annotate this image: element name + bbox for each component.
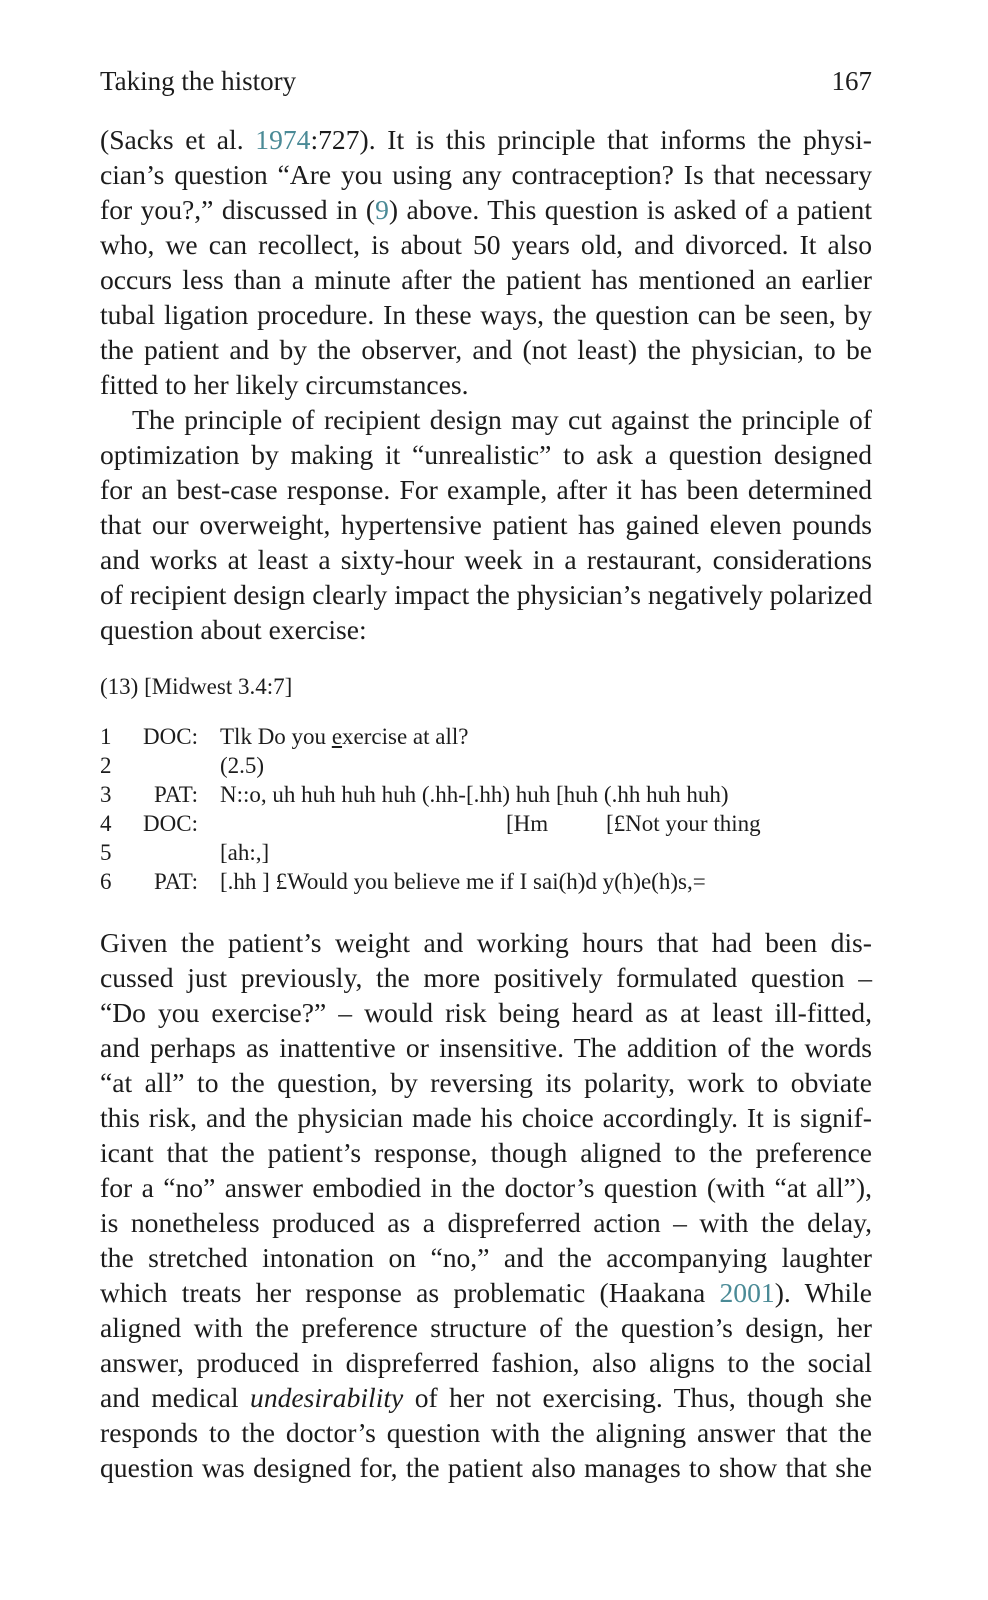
line-number: 5 (100, 840, 112, 865)
line-number: 4 (100, 811, 112, 836)
transcript-line (100, 722, 872, 751)
line-number: 2 (100, 753, 112, 778)
text-line: which treats her response as problematic (Haakana 2001). While (100, 1277, 872, 1308)
utterance: N::o, uh huh huh huh (.hh-[.hh) huh [huh (.hh huh huh) (220, 782, 729, 807)
text-line: for a “no” answer embodied in the doctor’s question (with “at all”), (100, 1172, 872, 1203)
speaker-label: DOC: (143, 811, 198, 836)
utterance-overlap-b: [£Not your thing (606, 811, 761, 836)
line-number: 6 (100, 869, 112, 894)
speaker-label: PAT: (153, 782, 198, 807)
transcript-line (100, 751, 872, 780)
text-line: (Sacks et al. 1974:727). It is this principle that informs the physi- (100, 124, 872, 155)
text-line: the stretched intonation on “no,” and the accompanying laughter (100, 1242, 872, 1273)
text-line: “at all” to the question, by reversing its polarity, work to obviate (100, 1067, 872, 1098)
text-line: and perhaps as inattentive or insensitive. The addition of the words (100, 1032, 872, 1063)
text-line: aligned with the preference structure of the question’s design, her (100, 1312, 872, 1343)
text-line: cian’s question “Are you using any contraception? Is that necessary (100, 159, 872, 190)
text-line: the patient and by the observer, and (not least) the physician, to be (100, 334, 872, 365)
text-line: for you?,” discussed in (9) above. This question is asked of a patient (100, 194, 872, 225)
utterance: (2.5) (220, 753, 265, 778)
text-line: and works at least a sixty-hour week in a restaurant, considerations (100, 544, 872, 575)
citation-link-2001[interactable]: 2001 (719, 1277, 775, 1308)
transcript-line (100, 838, 872, 867)
transcript-line (100, 867, 872, 896)
text-line: icant that the patient’s response, though aligned to the preference (100, 1137, 872, 1168)
text-line: is nonetheless produced as a dispreferred action – with the delay, (100, 1207, 872, 1238)
speaker-label: DOC: (143, 724, 198, 749)
running-header (100, 64, 872, 98)
running-title: Taking the history (100, 66, 297, 96)
text-line: tubal ligation procedure. In these ways, the question can be seen, by (100, 299, 872, 330)
text-line: this risk, and the physician made his choice accordingly. It is signif- (100, 1102, 872, 1133)
text-line: cussed just previously, the more positively formulated question – (100, 962, 872, 993)
text-line: occurs less than a minute after the patient has mentioned an earlier (100, 264, 872, 295)
text-line: The principle of recipient design may cut against the principle of (132, 404, 872, 435)
page-number: 167 (831, 66, 872, 96)
text-line: question about exercise: (100, 614, 367, 645)
text-line: optimization by making it “unrealistic” to ask a question designed (100, 439, 872, 470)
transcript-line (100, 809, 872, 838)
utterance: [ah:,] (220, 840, 270, 865)
text-line: “Do you exercise?” – would risk being heard as at least ill-fitted, (100, 997, 872, 1028)
line-number: 1 (100, 724, 112, 749)
utterance-overlap-a: [Hm (506, 811, 549, 836)
utterance: [.hh ] £Would you believe me if I sai(h)d y(h)e(h)s,= (220, 869, 706, 894)
text-line: that our overweight, hypertensive patient has gained eleven pounds (100, 509, 872, 540)
utterance: Tlk Do you exercise at all? (220, 724, 469, 749)
citation-link-1974[interactable]: 1974 (255, 124, 311, 155)
line-number: 3 (100, 782, 112, 807)
example-label: (13) [Midwest 3.4:7] (100, 674, 293, 699)
text-line: question was designed for, the patient also manages to show that she (100, 1452, 872, 1483)
text-line: who, we can recollect, is about 50 years old, and divorced. It also (100, 229, 872, 260)
example-link-9[interactable]: 9 (375, 194, 389, 225)
text-line: responds to the doctor’s question with the aligning answer that the (100, 1417, 872, 1448)
text-line: fitted to her likely circumstances. (100, 369, 469, 400)
text-line: Given the patient’s weight and working hours that had been dis- (100, 927, 872, 958)
transcript-line (100, 780, 872, 809)
text-line: for an best-case response. For example, after it has been determined (100, 474, 872, 505)
text-line: answer, produced in dispreferred fashion, also aligns to the social (100, 1347, 872, 1378)
speaker-label: PAT: (153, 869, 198, 894)
text-line: and medical undesirability of her not exercising. Thus, though she (100, 1382, 872, 1413)
italic-term: undesirability (250, 1382, 404, 1413)
text-line: of recipient design clearly impact the physician’s negatively polarized (100, 579, 873, 610)
